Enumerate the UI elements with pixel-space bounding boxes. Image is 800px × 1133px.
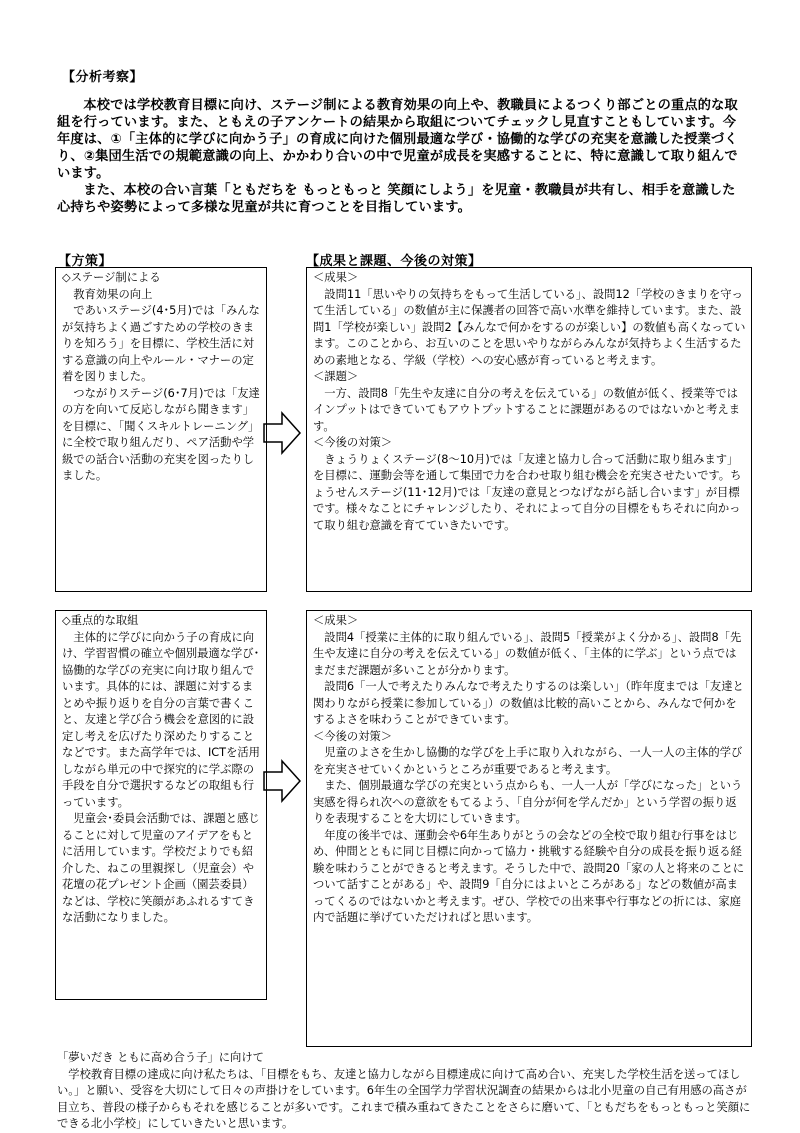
results-heading: 【成果と課題、今後の対策】 [306, 254, 482, 269]
footer-title: 「夢いだき ともに高め合う子」に向けて [57, 1051, 264, 1064]
box-paragraph: 主体的に学びに向かう子の育成に向け、学習習慣の確立や個別最適な学び･協働的な学びの充実に向け取り組んでいます。具体的には、課題に対するまとめや振り返りを自分の言葉で書くこと、友達と学び合う機会を意図的に設定し考えを広げたり深めたりすることなどです。また高学年では、ICTを活用しながら単元の中で探究的に学ぶ際の手段を自分で選択するなどの取組も行っています。 [62, 630, 260, 809]
right-arrow-outline-icon [262, 410, 304, 456]
box-paragraph: きょうりょくステージ(8～10月)では「友達と協力し合って活動に取り組みます」を目標に、運動会等を通して集団で力を合わせ取り組む機会を充実させたいです。ちょうせんステージ(11･12月)では「友達の意見とつなげながら話し合います」が目標です。様々なことにチャレンジしたり、それによって自分の目標をもちそれに向かって取り組む意識を育てていきたいです。 [313, 452, 742, 532]
box-title: ◇ステージ制による [62, 271, 161, 284]
section-label-future: ＜今後の対策＞ [313, 436, 393, 449]
intro-paragraph-1: 本校では学校教育目標に向け、ステージ制による教育効果の向上や、教職員によるつくり部ごとの重点的な取組を行っています。また、ともえの子アンケートの結果から取組についてチェックし見直すこともしています。今年度は、①「主体的に学びに向かう子」の育成に向けた個別最適な学び・協働的な学びの充実を意識した授業づくり、②集団生活での規範意識の向上、かかわり合いの中で児童が成長を実感することに、特に意識して取り組んでいます。 [57, 98, 738, 181]
box-paragraph: 児童会･委員会活動では、課題と感じることに対して児童のアイデアをもとに活用しています。学校だよりでも紹介した、ねこの里親探し（児童会）や花壇の花プレゼント企画（園芸委員）などは、学校に笑顔があふれるすてきな活動になりました。 [62, 812, 260, 924]
box-paragraph: また、個別最適な学びの充実という点からも、一人一人が「学びになった」という実感を得られ次への意欲をもてるよう、「自分が何を学んだか」という学習の振り返りを表現することを大切にしていきます。 [313, 779, 743, 825]
box-paragraph: 設問11「思いやりの気持ちをもって生活している」、設問12「学校のきまりを守って生活している」の数値が主に保護者の回答で高い水準を維持しています。また、設問1「学校が楽しい」設問2【みんなで何かをするのが楽しい】の数値も高くなっています。このことから、お互いのことを思いやりながらみんなが気持ちよく生活するための素地となる、学級（学校）への安心感が育っていると考えます。 [313, 287, 746, 367]
results-box-focus [306, 610, 752, 1047]
box-paragraph: 年度の後半では、運動会や6年生ありがとうの会などの全校で取り組む行事をはじめ、仲間とともに同じ目標に向かって協力・挑戦する経験や自分の成長を振り返る経験を味わうことができると考えます。そうした中で、設問20「家の人と将来のことについて話すことがある」や、設問9「自分にはよいところがある」などの数値が高まってくるのではないかと考えます。ぜひ、学校での出来事や行事などの折には、家庭内で話題に挙げていただければと思います。 [313, 828, 745, 924]
box-subtitle: 教育効果の向上 [73, 287, 153, 301]
box-paragraph: 一方、設問8「先生や友達に自分の考えを伝えている」の数値が低く、授業等ではインプットはできていてもアウトプットすることに課題があるのではないかと考えます。 [313, 386, 741, 433]
results-box-stage [306, 267, 752, 592]
section-label-results: ＜成果＞ [313, 614, 359, 627]
footer-section [57, 1050, 752, 1133]
section-label-results: ＜成果＞ [313, 271, 359, 284]
intro-paragraph-2: また、本校の合い言葉「ともだちを もっともっと 笑顔にしよう」を児童・教職員が共有し、相手を意識した心持ちや姿勢によって多様な児童が共に育つことを目指しています。 [57, 183, 736, 215]
section-label-future: ＜今後の対策＞ [313, 729, 393, 743]
box-title: ◇重点的な取組 [62, 614, 139, 627]
box-paragraph: 設問4「授業に主体的に取り組んでいる」、設問5「授業がよく分かる」、設問8「先生や友達に自分の考えを伝えている」の数値が低く、「主体的に学ぶ」という点ではまだまだ課題が多いことが分かります。 [313, 630, 742, 677]
right-arrow-outline-icon [262, 758, 304, 804]
intro-text [57, 97, 747, 216]
measures-box-stage [55, 267, 267, 592]
box-paragraph: 設問6「一人で考えたりみんなで考えたりするのは楽しい」（昨年度までは「友達と関わりながら授業に参加している」）の数値は比較的高いことから、みんなで何かをするよさを味わうことができています。 [313, 680, 744, 726]
measures-heading: 【方策】 [58, 254, 113, 269]
box-paragraph: 児童のよさを生かし協働的な学びを上手に取り入れながら、一人一人の主体的学びを充実させていくかというところが重要であると考えます。 [313, 746, 743, 776]
footer-body: 学校教育目標の達成に向け私たちは、「目標をもち、友達と協力しながら目標達成に向けて高め合い、充実した学校生活を送ってほしい。」と願い、受容を大切にして日々の声掛けをしています。6年生の全国学力学習状況調査の結果からは北小児童の自己有用感の高さが目立ち、普段の様子からもそれを感じることが多いです。これまで積み重ねてきたことをさらに磨いて、「ともだちをもっともっと笑顔にできる北小学校」にしていきたいと思います。 [57, 1067, 751, 1130]
box-paragraph: であいステージ(4･5月)では「みんなが気持ちよく過ごすための学校のきまりを知ろう」を目標に、学校生活に対する意識の向上やルール・マナーの定着を図りました。 [62, 304, 260, 383]
analysis-heading: 【分析考察】 [62, 70, 144, 85]
box-paragraph: つながりステージ(6･7月)では「友達の方を向いて反応しながら聞きます」を目標に、「聞くスキルトレーニング」に全校で取り組んだり、ペア活動や学級での話合い活動の充実を図ったりしました。 [62, 386, 260, 482]
section-label-issues: ＜課題＞ [313, 370, 359, 383]
measures-box-focus [55, 610, 267, 1000]
